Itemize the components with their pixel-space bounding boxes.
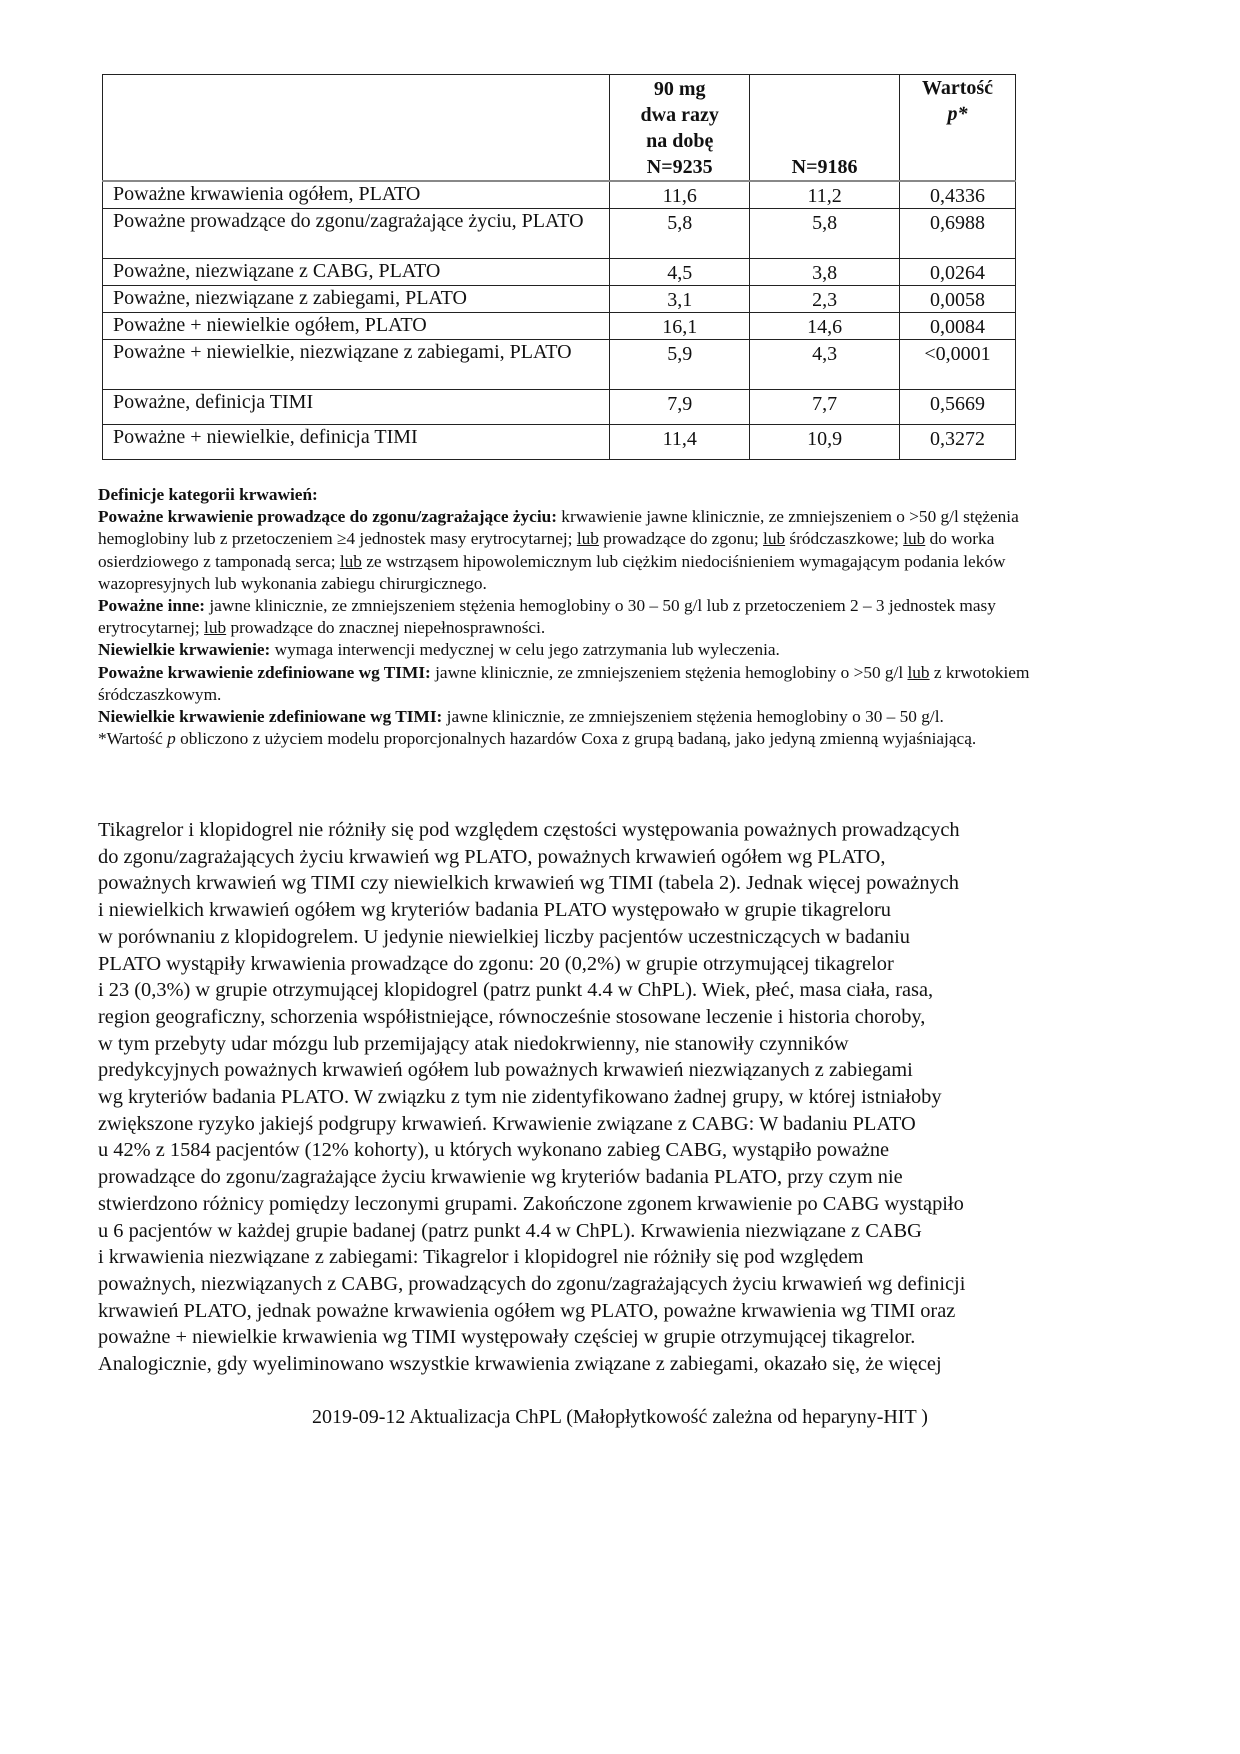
definition-text: śródczaszkowe; <box>785 529 904 549</box>
klopidogrel-value: 4,3 <box>750 339 900 389</box>
header-p-value-label: Wartość <box>921 77 994 99</box>
definition-text: do worka osierdziowego z tamponadą serca; <box>98 529 995 571</box>
definition-text: jawne klinicznie, ze zmniejszeniem stężenia hemoglobiny o >50 g/l <box>430 662 908 682</box>
underlined-conjunction: lub <box>339 551 362 571</box>
body-paragraph <box>98 817 1083 1378</box>
row-label: Poważne, niezwiązane z zabiegami, PLATO <box>103 285 610 312</box>
definition-item <box>98 506 1078 595</box>
table-header-row <box>103 75 1016 181</box>
definition-text: z krwotokiem śródczaszkowym. <box>98 662 1030 704</box>
klopidogrel-value: 14,6 <box>750 312 900 339</box>
p-value-footnote: *Wartość p obliczono z użyciem modelu proporcjonalnych hazardów Coxa z grupą badaną, jako jedyną zmienną wyjaśniającą. <box>98 729 977 749</box>
definitions-list <box>98 506 1078 728</box>
definition-term: Poważne inne: <box>98 596 206 616</box>
definition-text: wymaga interwencji medycznej w celu jego zatrzymania lub wyleczenia. <box>270 640 780 660</box>
underlined-conjunction: lub <box>903 529 926 549</box>
definition-item <box>98 595 1078 639</box>
row-label: Poważne + niewielkie, definicja TIMI <box>103 424 610 459</box>
tikagrelor-value: 11,6 <box>610 181 750 209</box>
table-row <box>103 258 1016 285</box>
tikagrelor-value: 5,8 <box>610 208 750 258</box>
body-line: i 23 (0,3%) w grupie otrzymującej klopidogrel (patrz punkt 4.4 w ChPL). Wiek, płeć, masa ciała, rasa, <box>98 979 934 1002</box>
definition-term: Poważne krwawienie zdefiniowane wg TIMI: <box>98 662 431 682</box>
definition-term: Niewielkie krwawienie zdefiniowane wg TIMI: <box>98 707 443 727</box>
p-value: 0,4336 <box>900 181 1016 209</box>
row-label: Poważne, niezwiązane z CABG, PLATO <box>103 258 610 285</box>
header-n-tikagrelor: N=9235 <box>646 155 713 178</box>
header-n-klopidogrel: N=9186 <box>750 75 900 181</box>
body-line: stwierdzono różnicy pomiędzy leczonymi grupami. Zakończone zgonem krwawienie po CABG wystąpiło <box>98 1192 964 1215</box>
definition-term: Niewielkie krwawienie: <box>98 640 271 660</box>
definition-text: prowadzące do znacznej niepełnosprawności. <box>226 618 546 638</box>
table-row <box>103 208 1016 258</box>
p-value: <0,0001 <box>900 339 1016 389</box>
body-line: region geograficzny, schorzenia współistniejące, równocześnie stosowane leczenie i historia choroby, <box>98 1005 926 1028</box>
body-line: i niewielkich krwawień ogółem wg kryteriów badania PLATO występowało w grupie tikagreloru <box>98 899 891 922</box>
row-label: Poważne + niewielkie ogółem, PLATO <box>103 312 610 339</box>
underlined-conjunction: lub <box>907 662 930 682</box>
body-line: w tym przebyty udar mózgu lub przemijający atak niedokrwienny, nie stanowiły czynników <box>98 1032 849 1055</box>
header-p-symbol: p* <box>947 103 968 125</box>
body-line: prowadzące do zgonu/zagrażające życiu krwawienie wg kryteriów badania PLATO, przy czym nie <box>98 1166 903 1189</box>
definition-item <box>98 639 1078 661</box>
table-row <box>103 389 1016 424</box>
p-value: 0,0058 <box>900 285 1016 312</box>
row-label: Poważne + niewielkie, niezwiązane z zabiegami, PLATO <box>103 339 610 389</box>
row-label: Poważne krwawienia ogółem, PLATO <box>103 181 610 209</box>
body-line: u 42% z 1584 pacjentów (12% kohorty), u których wykonano zabieg CABG, wystąpiło poważne <box>98 1139 890 1162</box>
bleeding-definitions <box>98 484 1078 750</box>
p-value: 0,0084 <box>900 312 1016 339</box>
header-frequency: dwa razy <box>640 103 719 126</box>
body-line: poważne + niewielkie krwawienia wg TIMI występowały częściej w grupie otrzymującej tikagrelor. <box>98 1326 916 1349</box>
table-row <box>103 181 1016 209</box>
bleeding-events-table <box>102 74 1016 460</box>
klopidogrel-value: 2,3 <box>750 285 900 312</box>
p-value: 0,5669 <box>900 389 1016 424</box>
row-label: Poważne prowadzące do zgonu/zagrażające życiu, PLATO <box>103 208 610 258</box>
header-dose: 90 mg <box>653 77 706 100</box>
definition-text: ze wstrząsem hipowolemicznym lub ciężkim niedociśnieniem wymagającym podania leków wazopresyjnych lub wykonania zabiegu chirurgicznego. <box>98 551 1006 593</box>
body-line: wg kryteriów badania PLATO. W związku z tym nie zidentyfikowano żadnej grupy, w której istniałoby <box>98 1086 942 1109</box>
definitions-heading: Definicje kategorii krwawień: <box>98 485 318 504</box>
tikagrelor-value: 5,9 <box>610 339 750 389</box>
p-value: 0,0264 <box>900 258 1016 285</box>
definition-term: Poważne krwawienie prowadzące do zgonu/zagrażające życiu: <box>98 507 557 527</box>
body-line: Tikagrelor i klopidogrel nie różniły się pod względem częstości występowania poważnych prowadzących <box>98 819 960 841</box>
tikagrelor-value: 4,5 <box>610 258 750 285</box>
table-row <box>103 339 1016 389</box>
klopidogrel-value: 5,8 <box>750 208 900 258</box>
body-line: zwiększone ryzyko jakiejś podgrupy krwawień. Krwawienie związane z CABG: W badaniu PLATO <box>98 1112 916 1135</box>
definition-text: prowadzące do zgonu; <box>598 529 764 549</box>
definition-text: krwawienie jawne klinicznie, ze zmniejszeniem o >50 g/l stężenia hemoglobiny lub z przetoczeniem ≥4 jednostek masy erytrocytarnej; <box>98 507 1019 549</box>
table-row <box>103 312 1016 339</box>
underlined-conjunction: lub <box>763 529 786 549</box>
body-line: poważnych krwawień wg TIMI czy niewielkich krwawień wg TIMI (tabela 2). Jednak więcej poważnych <box>98 872 960 895</box>
page-footer: 2019-09-12 Aktualizacja ChPL (Małopłytkowość zależna od heparyny-HIT ) <box>312 1406 928 1428</box>
tikagrelor-value: 11,4 <box>610 424 750 459</box>
tikagrelor-value: 16,1 <box>610 312 750 339</box>
table-row <box>103 424 1016 459</box>
body-line: w porównaniu z klopidogrelem. U jedynie niewielkiej liczby pacjentów uczestniczących w badaniu <box>98 925 910 948</box>
definition-item <box>98 706 1078 728</box>
definition-text: jawne klinicznie, ze zmniejszeniem stężenia hemoglobiny o 30 – 50 g/l lub z przetoczeniem 2 – 3 jednostek masy erytrocytarnej; <box>98 596 996 638</box>
tikagrelor-value: 3,1 <box>610 285 750 312</box>
header-category <box>103 75 610 181</box>
body-line: predykcyjnych poważnych krwawień ogółem lub poważnych krwawień niezwiązanych z zabiegami <box>98 1059 913 1082</box>
p-symbol: p <box>167 729 176 749</box>
body-line: i krwawienia niezwiązane z zabiegami: Tikagrelor i klopidogrel nie różniły się pod względem <box>98 1246 864 1269</box>
definition-text: jawne klinicznie, ze zmniejszeniem stężenia hemoglobiny o 30 – 50 g/l. <box>442 707 944 727</box>
klopidogrel-value: 11,2 <box>750 181 900 209</box>
klopidogrel-value: 10,9 <box>750 424 900 459</box>
body-line: Analogicznie, gdy wyeliminowano wszystkie krwawienia związane z zabiegami, okazało się, że więcej <box>98 1353 942 1376</box>
underlined-conjunction: lub <box>204 618 227 638</box>
klopidogrel-value: 3,8 <box>750 258 900 285</box>
header-p-value <box>900 75 1016 181</box>
tikagrelor-value: 7,9 <box>610 389 750 424</box>
underlined-conjunction: lub <box>576 529 599 549</box>
row-label: Poważne, definicja TIMI <box>103 389 610 424</box>
p-value: 0,3272 <box>900 424 1016 459</box>
header-per-day: na dobę <box>646 129 714 152</box>
table-row <box>103 285 1016 312</box>
p-value: 0,6988 <box>900 208 1016 258</box>
body-line: poważnych, niezwiązanych z CABG, prowadzących do zgonu/zagrażających życiu krwawień wg definicji <box>98 1272 966 1295</box>
definition-item <box>98 662 1078 706</box>
body-line: PLATO wystąpiły krwawienia prowadzące do zgonu: 20 (0,2%) w grupie otrzymującej tikagrelor <box>98 952 894 975</box>
body-line: do zgonu/zagrażających życiu krwawień wg PLATO, poważnych krwawień ogółem wg PLATO, <box>98 845 886 868</box>
header-tikagrelor <box>610 75 750 181</box>
body-line: krwawień PLATO, jednak poważne krwawienia ogółem wg PLATO, poważne krwawienia wg TIMI oraz <box>98 1299 956 1322</box>
body-line: u 6 pacjentów w każdej grupie badanej (patrz punkt 4.4 w ChPL). Krwawienia niezwiązane z CABG <box>98 1219 922 1242</box>
klopidogrel-value: 7,7 <box>750 389 900 424</box>
